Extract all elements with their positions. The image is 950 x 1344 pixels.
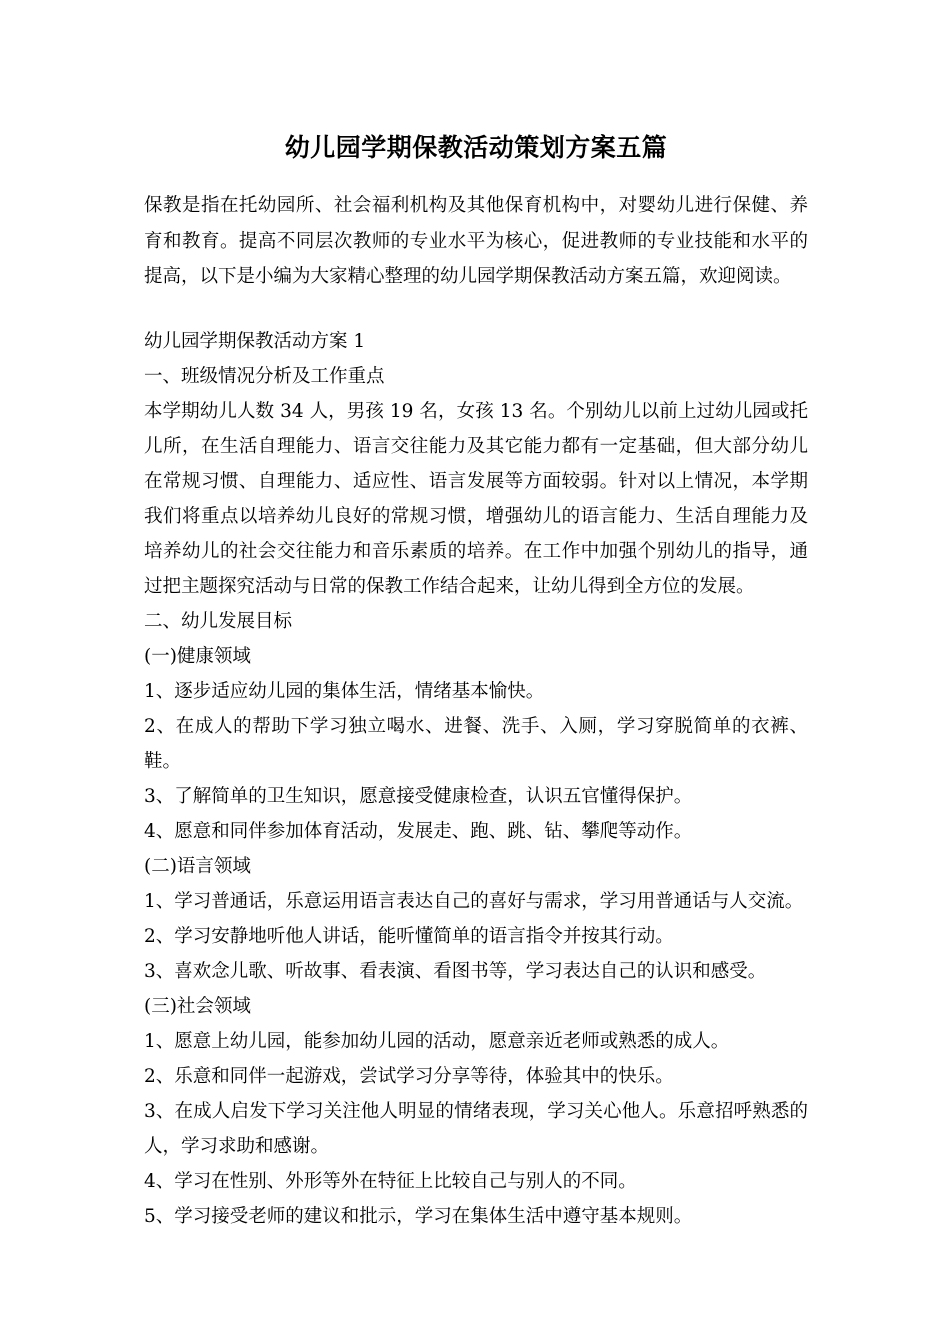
social-heading: (三)社会领域 [144,995,251,1017]
social-item: 3、在成人启发下学习关注他人明显的情绪表现，学习关心他人。乐意招呼熟悉的人，学习求助和感谢。 [144,1100,808,1157]
document-page [144,118,808,1234]
language-heading: (二)语言领域 [144,855,251,877]
intro-paragraph: 保教是指在托幼园所、社会福利机构及其他保育机构中，对婴幼儿进行保健、养育和教育。提高不同层次教师的专业水平为核心，促进教师的专业技能和水平的提高，以下是小编为大家精心整理的幼儿园学期保教活动方案五篇，欢迎阅读。 [144,195,808,287]
social-item: 1、愿意上幼儿园，能参加幼儿园的活动，愿意亲近老师或熟悉的成人。 [144,1030,730,1052]
social-item: 4、学习在性别、外形等外在特征上比较自己与别人的不同。 [144,1170,637,1192]
health-heading: (一)健康领域 [144,645,251,667]
health-item: 3、了解简单的卫生知识，愿意接受健康检查，认识五官懂得保护。 [144,785,693,807]
part1-paragraph: 本学期幼儿人数 34 人，男孩 19 名，女孩 13 名。个别幼儿以前上过幼儿园或托儿所，在生活自理能力、语言交往能力及其它能力都有一定基础，但大部分幼儿在常规习惯、自理能力、适应性、语言发展等方面较弱。针对以上情况，本学期我们将重点以培养幼儿良好的常规习惯，增强幼儿的语言能力、生活自理能力及培养幼儿的社会交往能力和音乐素质的培养。在工作中加强个别幼儿的指导，通过把主题探究活动与日常的保教工作结合起来，让幼儿得到全方位的发展。 [144,400,808,597]
part1-heading: 一、班级情况分析及工作重点 [144,365,385,387]
social-item: 5、学习接受老师的建议和批示，学习在集体生活中遵守基本规则。 [144,1205,693,1227]
language-item: 3、喜欢念儿歌、听故事、看表演、看图书等，学习表达自己的认识和感受。 [144,960,767,982]
health-item: 2、在成人的帮助下学习独立喝水、进餐、洗手、入厕，学习穿脱简单的衣裤、鞋。 [144,715,808,772]
language-item: 1、学习普通话，乐意运用语言表达自己的喜好与需求，学习用普通话与人交流。 [144,890,804,912]
document-title: 幼儿园学期保教活动策划方案五篇 [284,133,668,162]
language-item: 2、学习安静地听他人讲话，能听懂简单的语言指令并按其行动。 [144,925,674,947]
paragraph-gap [144,295,808,324]
social-item: 2、乐意和同伴一起游戏，尝试学习分享等待，体验其中的快乐。 [144,1065,674,1087]
health-item: 4、愿意和同伴参加体育活动，发展走、跑、跳、钻、攀爬等动作。 [144,820,693,842]
section-heading: 幼儿园学期保教活动方案 1 [144,330,366,352]
part2-heading: 二、幼儿发展目标 [144,610,293,632]
health-item: 1、逐步适应幼儿园的集体生活，情绪基本愉快。 [144,680,545,702]
document-body [144,324,808,1234]
